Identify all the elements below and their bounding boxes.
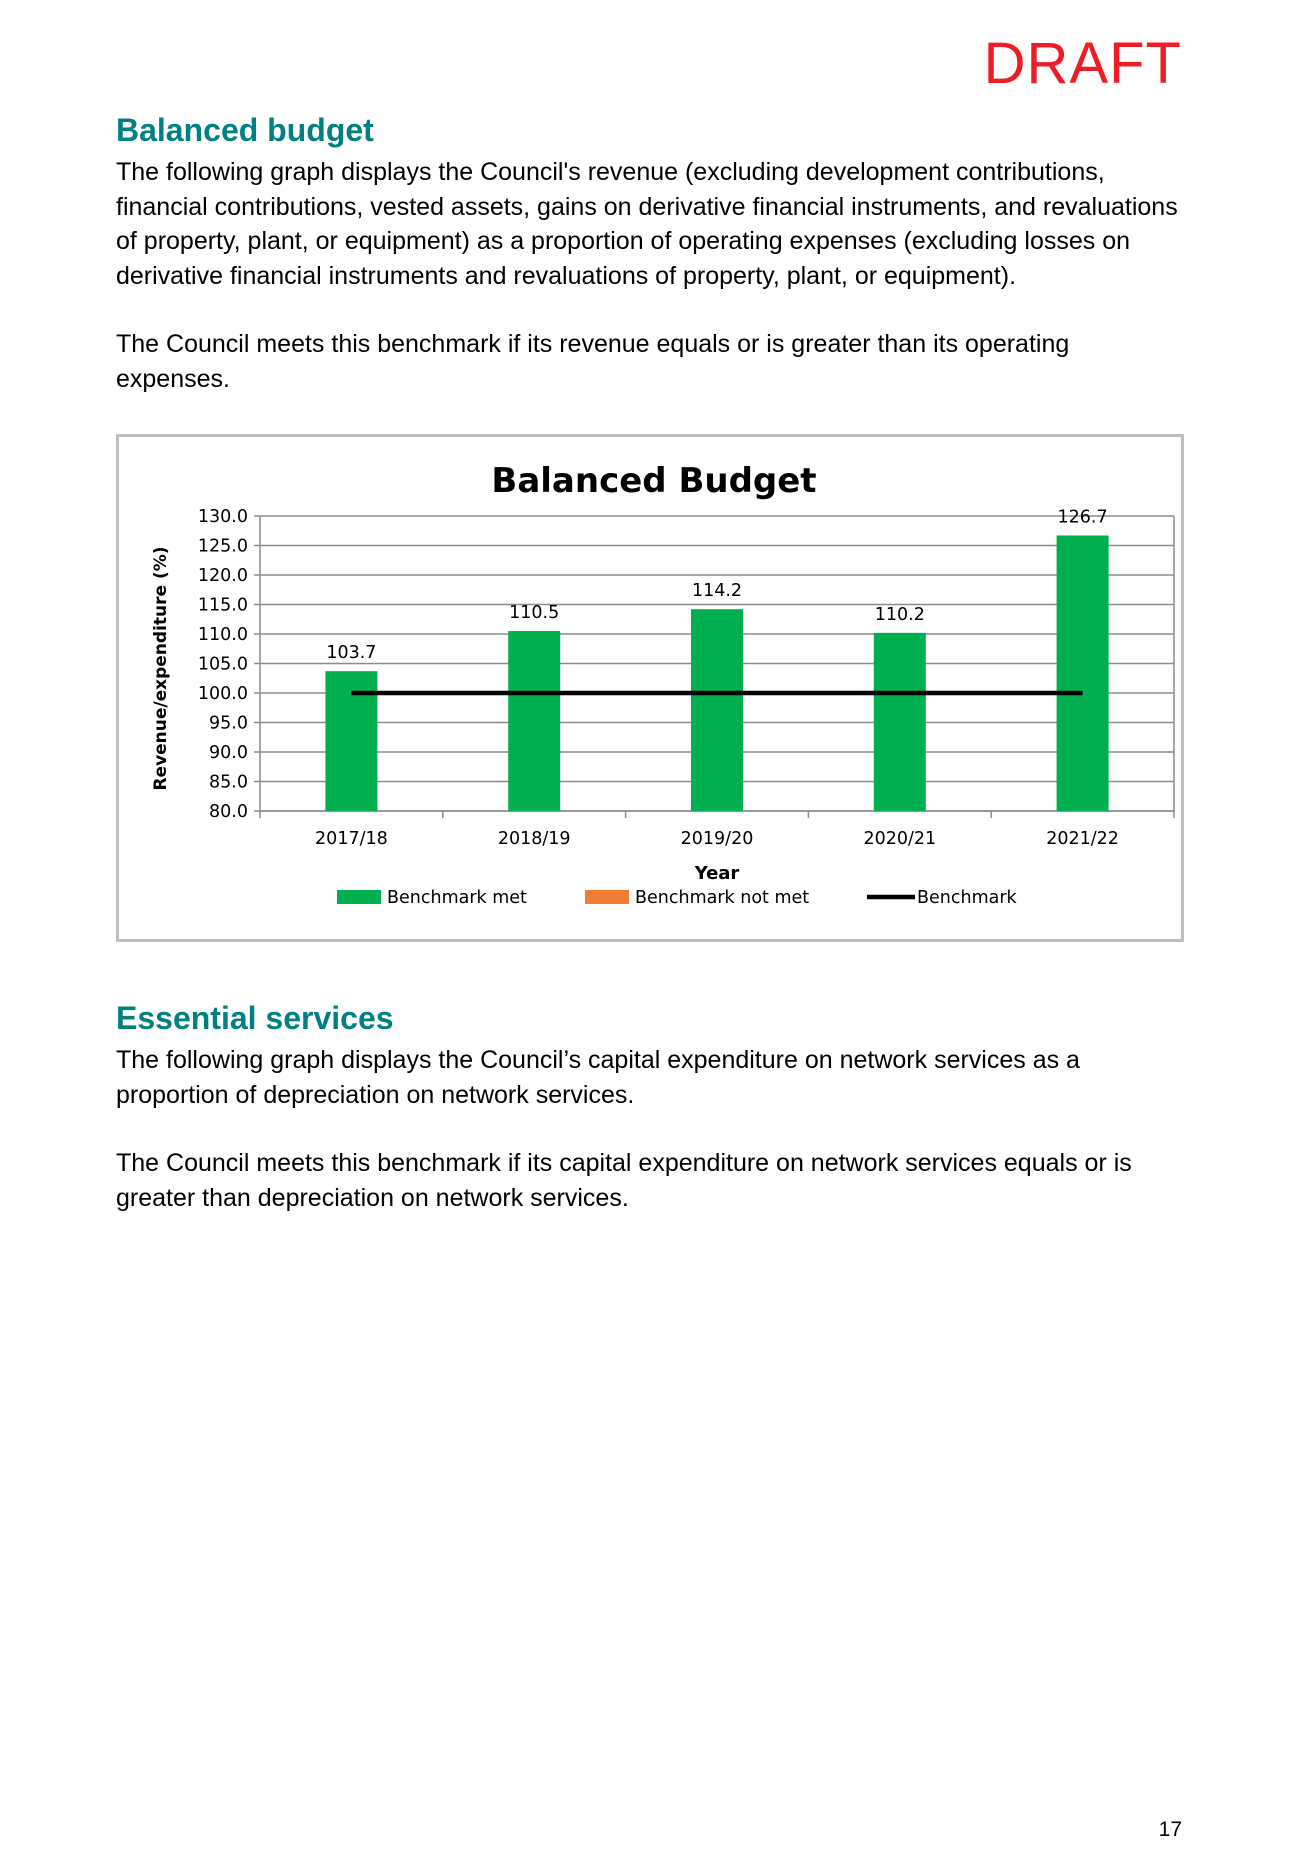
- chart-svg: [119, 437, 1181, 939]
- bar-benchmark-met: [691, 609, 743, 811]
- paragraph: The Council meets this benchmark if its capital expenditure on network services equals or is greater than depreciation on network services.: [116, 1149, 1132, 1212]
- section-essential-services: [116, 1000, 1186, 1215]
- y-tick-label: 90.0: [209, 743, 248, 763]
- y-tick-label: 110.0: [197, 625, 248, 645]
- legend-swatch-benchmark-not-met: [585, 890, 629, 904]
- x-tick-label: 2020/21: [863, 829, 937, 849]
- paragraph: The Council meets this benchmark if its revenue equals or is greater than its operating expenses.: [116, 330, 1070, 393]
- section-heading: Balanced budget: [116, 112, 374, 148]
- y-tick-label: 105.0: [197, 654, 248, 675]
- y-tick-label: 100.0: [197, 684, 248, 704]
- y-tick-label: 115.0: [197, 595, 248, 616]
- section-balanced-budget: [116, 112, 1186, 396]
- y-tick-label: 120.0: [197, 566, 248, 586]
- data-label: 103.7: [326, 643, 377, 664]
- legend-label-benchmark-met: Benchmark met: [387, 888, 527, 908]
- x-tick-label: 2017/18: [315, 829, 388, 849]
- x-tick-label: 2021/22: [1046, 829, 1119, 849]
- data-label: 114.2: [691, 581, 743, 602]
- x-axis-title: Year: [694, 863, 740, 884]
- legend-label-benchmark: Benchmark: [917, 888, 1017, 908]
- x-tick-label: 2018/19: [497, 829, 571, 849]
- bar-benchmark-met: [508, 631, 560, 811]
- paragraph: The following graph displays the Council's revenue (excluding development contributions, financial contributions, vested assets, gains on derivative financial instruments, and revaluations of property, plant, or equipment) as a proportion of operating expenses (excluding losses on derivative financial instruments and revaluations of property, plant, or equipment).: [116, 158, 1178, 290]
- page-number: 17: [1158, 1818, 1182, 1841]
- chart-title: Balanced Budget: [491, 461, 817, 501]
- y-tick-label: 95.0: [209, 713, 248, 734]
- y-tick-label: 130.0: [197, 507, 248, 527]
- bar-benchmark-met: [874, 633, 926, 811]
- y-tick-label: 85.0: [209, 772, 248, 793]
- y-tick-label: 125.0: [197, 536, 248, 557]
- draft-watermark: DRAFT: [983, 31, 1182, 96]
- data-label: 126.7: [1057, 507, 1108, 528]
- x-tick-label: 2019/20: [680, 829, 754, 849]
- bar-benchmark-met: [1057, 535, 1109, 811]
- paragraph: The following graph displays the Council’s capital expenditure on network services as a proportion of depreciation on network services.: [116, 1046, 1080, 1109]
- y-tick-label: 80.0: [209, 802, 248, 822]
- legend-swatch-benchmark-met: [337, 890, 381, 904]
- legend-label-benchmark-not-met: Benchmark not met: [635, 888, 810, 908]
- data-label: 110.5: [509, 603, 560, 624]
- data-label: 110.2: [874, 604, 925, 625]
- balanced-budget-chart: [116, 434, 1184, 942]
- y-axis-title: Revenue/expenditure (%): [151, 546, 171, 791]
- section-heading: Essential services: [116, 1000, 394, 1036]
